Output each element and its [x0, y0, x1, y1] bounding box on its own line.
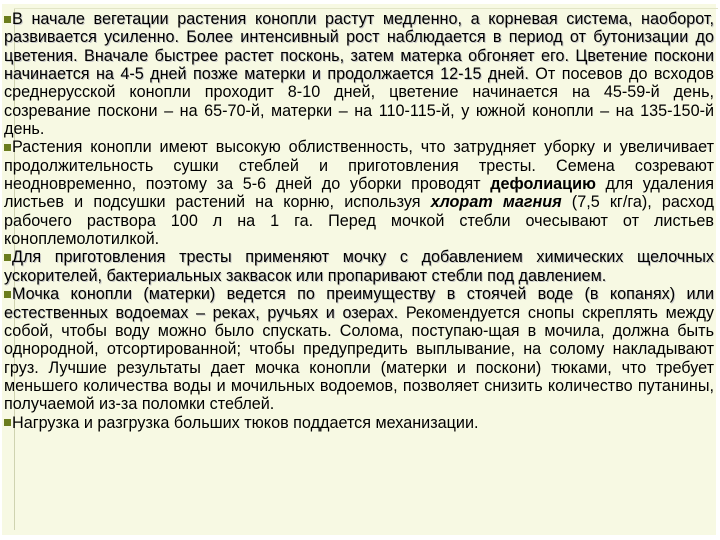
paragraph-mechanization-text: Нагрузка и разгрузка больших тюков поддается механизации.	[12, 413, 479, 432]
paragraph-retting-process-shadow-text: Мочка конопли (матерки) ведется по преимуществу в стоячей воде (в копанях) или естественных водоемах – реках, ручьях и озерах.	[4, 285, 714, 322]
paragraph-retting-process-plain-text: Рекомендуется снопы скреплять между собой, чтобы воду можно было спускать. Солома, поступаю-щая в мочила, должна быть однородной, отсортированной; чтобы предупредить выплывание, на солому накладывают груз. Лучшие результаты дает мочка конопли (матерки и поскони) тюками, что требует меньшего количества воды и мочильных водоемов, позволяет снизить количество путанины, получаемой из-за поломки стеблей.	[4, 303, 714, 414]
square-bullet-icon	[4, 144, 11, 151]
decorative-horizontal-line	[14, 8, 718, 9]
paragraph-vegetation-plain-text: От посевов до всходов среднерусской конопли проходит 8-10 дней, цветение начинается на 45-59-й день, созревание поскони – на 65-70-й, матерки – на 110-115-й, у южной конопли – на 135-150-й день.	[4, 65, 714, 139]
paragraph-defoliation-text-2: для удаления листьев и подсушки растений на корню, используя	[4, 175, 715, 212]
magnesium-chlorate-term: хлорат магния	[430, 193, 562, 212]
paragraph-retting-methods-shadow-text: Для приготовления тресты применяют мочку с добавлением химических щелочных ускорителей, бактериальных заквасок или пропаривают стебли под давлением.	[4, 248, 714, 285]
square-bullet-icon	[4, 291, 11, 298]
slide-body	[4, 10, 714, 432]
paragraph-vegetation	[4, 10, 714, 138]
square-bullet-icon	[4, 254, 11, 261]
paragraph-mechanization	[4, 414, 714, 432]
paragraph-vegetation-shadow-text: В начале вегетации растения конопли растут медленно, а корневая система, наоборот, развивается усиленно. Более интенсивный рост наблюдается в период от бутонизации до цветения. Вначале быстрее растет посконь, затем матерка обгоняет его. Цветение поскони начинается на 4-5 дней позже матерки и продолжается 12-15 дней.	[4, 10, 714, 84]
paragraph-defoliation-text-1: Растения конопли имеют высокую облиственность, что затрудняет уборку и увеличивает продолжительность сушки стеблей и приготовления тресты. Семена созревают неодновременно, поэтому за 5-6 дней до уборки проводят	[4, 138, 714, 194]
paragraph-retting-process	[4, 285, 714, 413]
defoliation-term: дефолиацию	[490, 175, 596, 194]
square-bullet-icon	[4, 16, 11, 23]
paragraph-defoliation	[4, 138, 714, 248]
square-bullet-icon	[4, 419, 11, 426]
paragraph-defoliation-text-3: (7,5 кг/га), расход рабочего раствора 100 л на 1 га. Перед мочкой стебли очесывают от листьев коноплемолотилкой.	[4, 193, 715, 249]
paragraph-retting-methods	[4, 248, 714, 285]
